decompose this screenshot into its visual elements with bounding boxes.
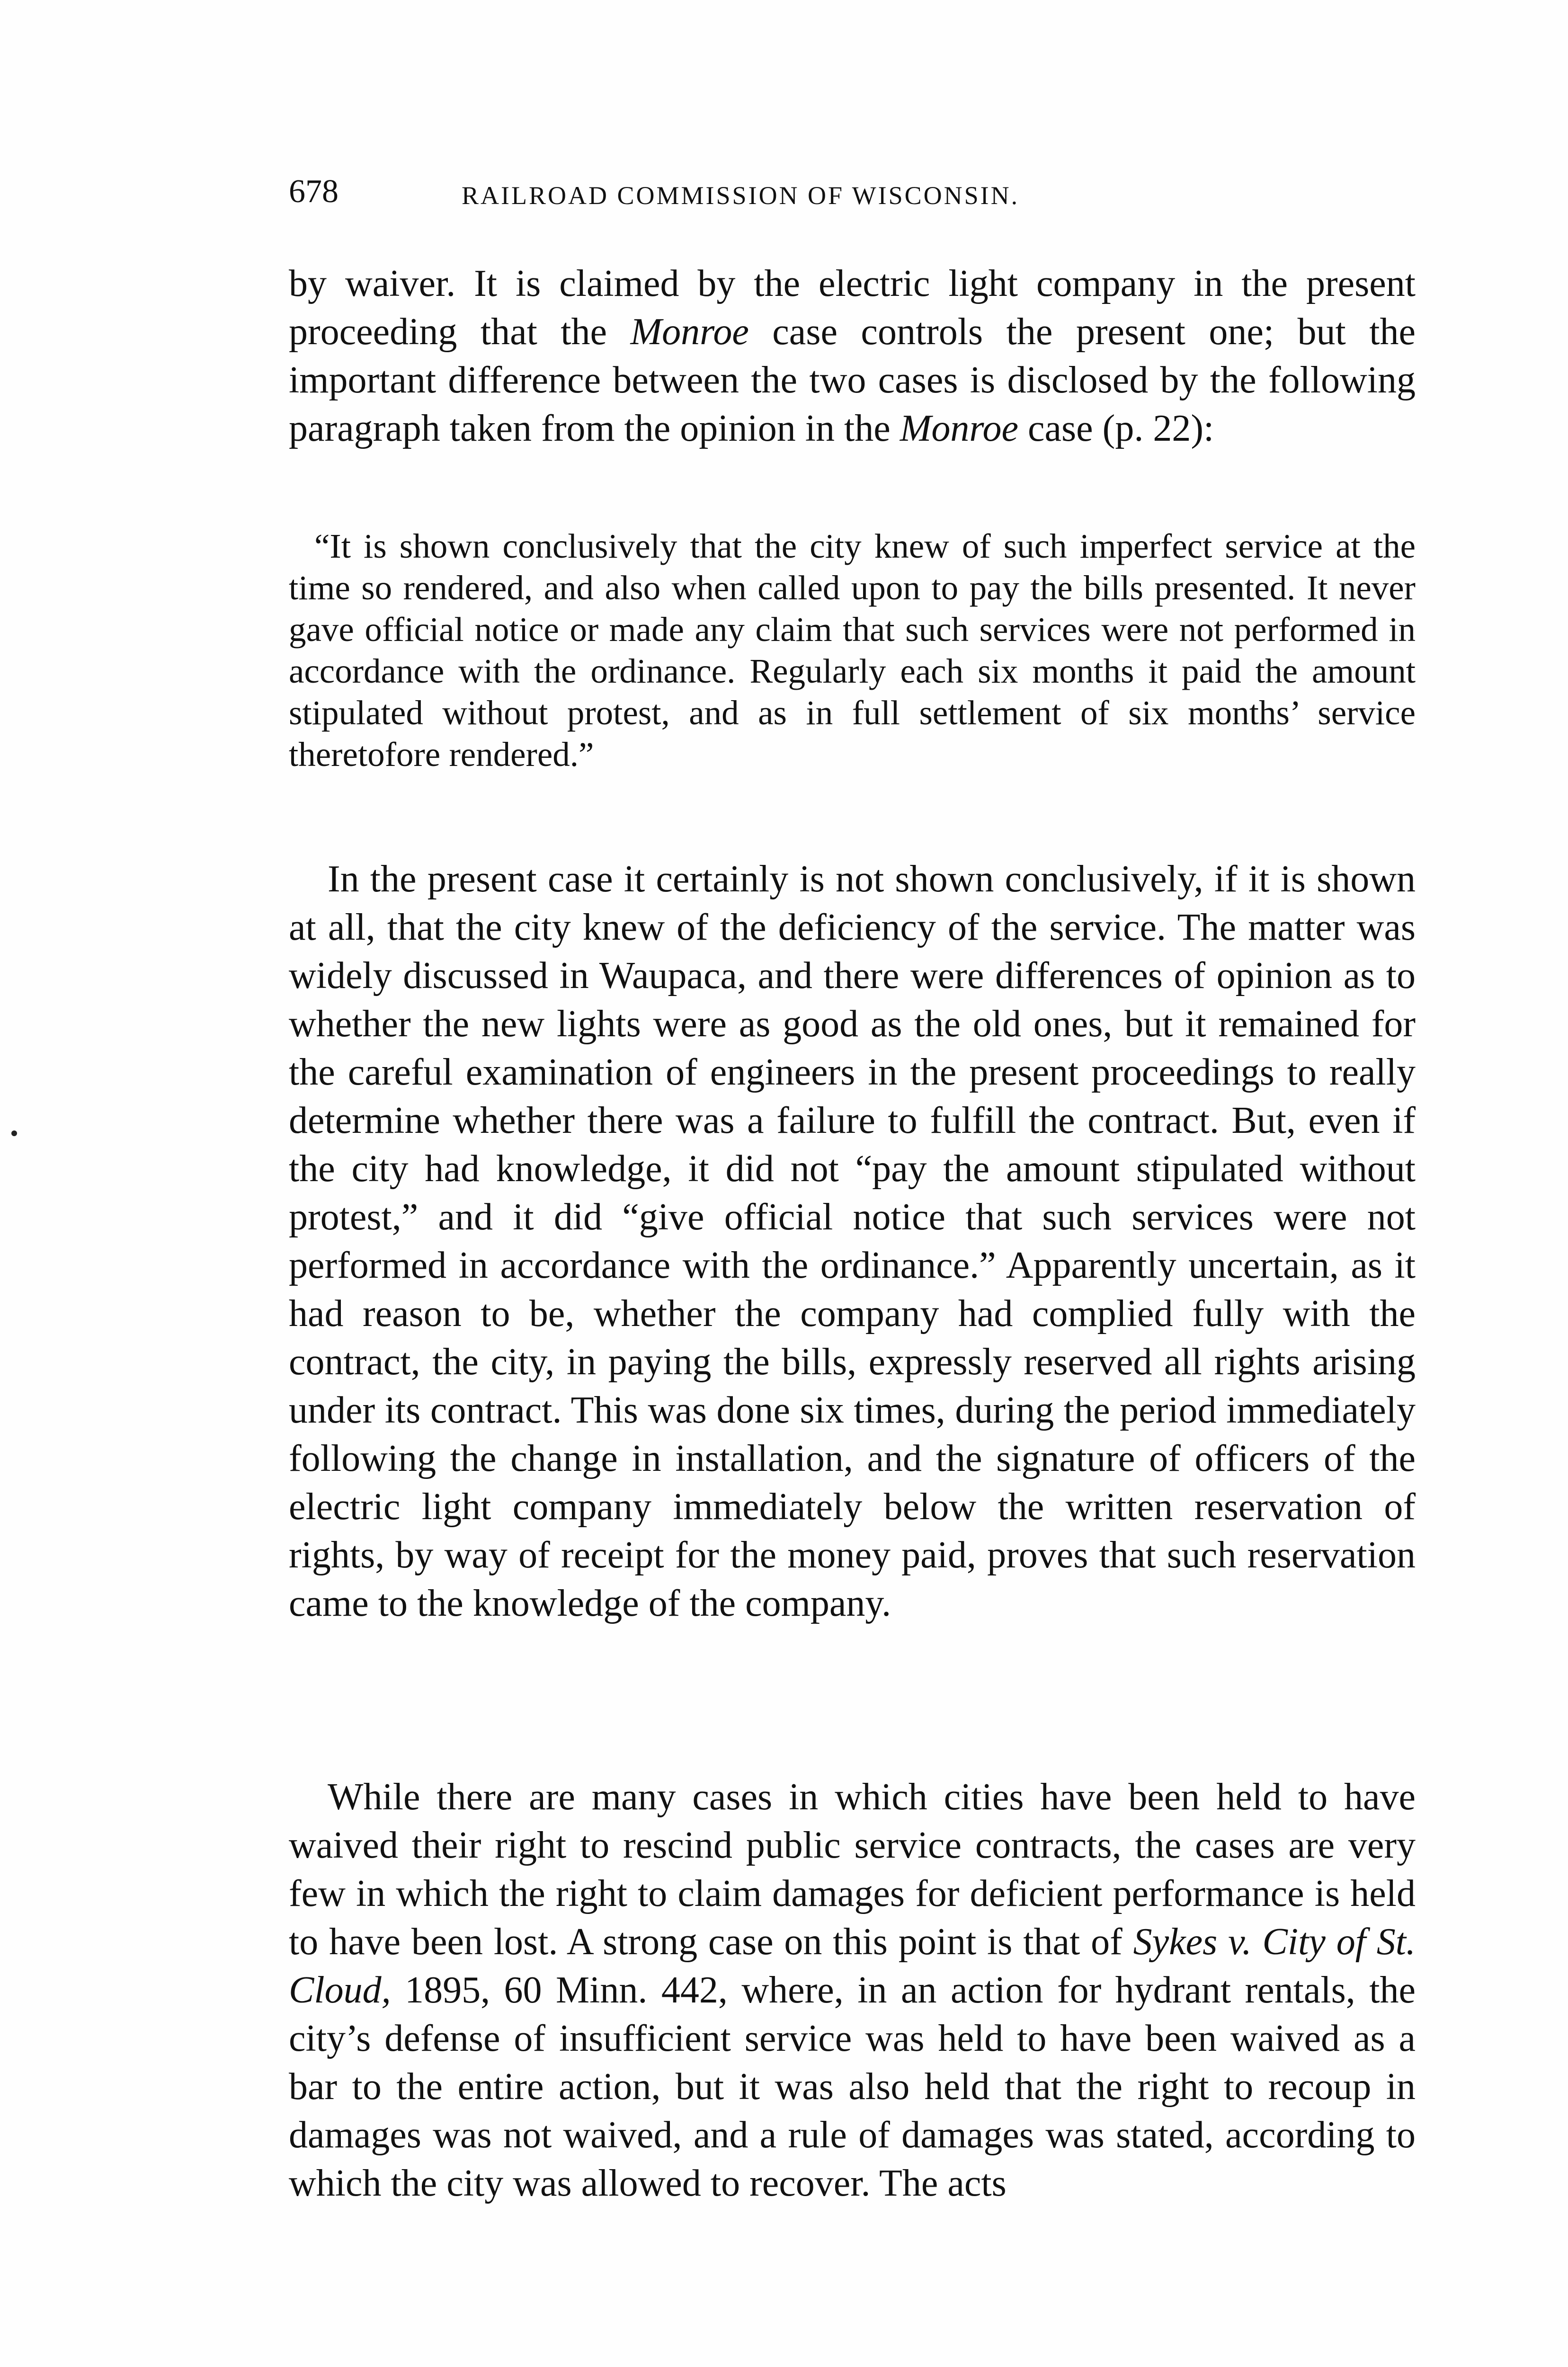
paragraph-1-text bbox=[289, 259, 1416, 453]
quotation-text: “It is shown conclusively that the city knew of such imperfect service at the time so rendered, and also when called upon to pay the bills presented. It never gave official notice or made any claim that such services were not performed in accordance with the ordinance. Regularly each six months it paid the amount stipulated without protest, and as in full settlement of six months’ service theretofore rendered.” bbox=[289, 527, 1416, 774]
paragraph-1 bbox=[289, 259, 1416, 453]
block-quotation bbox=[289, 525, 1416, 775]
paragraph-1-italic-2: Monroe bbox=[900, 408, 1019, 449]
running-head: RAILROAD COMMISSION OF WISCONSIN. bbox=[462, 181, 1020, 210]
paragraph-3-text bbox=[289, 1773, 1416, 2207]
paragraph-3-part-2: 1895, 60 Minn. 442, where, in an action for hydrant rentals, the city’s defense of insufficient service was held to have been waived as a bar to the entire action, but it was also held that the right to recoup in damages was not waived, and a rule of damages was stated, according to which the city was allowed to recover. The acts bbox=[289, 1969, 1416, 2204]
page-number: 678 bbox=[289, 173, 339, 210]
scan-speck bbox=[11, 1130, 17, 1136]
paragraph-2-text: In the present case it certainly is not shown conclusively, if it is shown at all, that the city knew of the deficiency of the service. The matter was widely discussed in Waupaca, and there were differences of opinion as to whether the new lights were as good as the old ones, but it remained for the careful examination of engineers in the present proceedings to really determine whether there was a failure to fulfill the contract. But, even if the city had knowledge, it did not “pay the amount stipulated without protest,” and it did “give official notice that such services were not performed in accordance with the ordinance.” Apparently uncertain, as it had reason to be, whether the company had complied fully with the contract, the city, in paying the bills, expressly reserved all rights arising under its contract. This was done six times, during the period immediately following the change in installation, and the signature of officers of the electric light company immediately below the written reservation of rights, by way of receipt for the money paid, proves that such reservation came to the knowledge of the company. bbox=[289, 858, 1416, 1624]
paragraph-2 bbox=[289, 855, 1416, 1628]
paragraph-1-part-1: by waiver. It is claimed by the electric light company in the present proceeding that the bbox=[289, 263, 1416, 353]
paragraph-1-part-2: case controls the present one; but the important difference between the two cases is disclosed by the following paragraph taken from the opinion in the bbox=[289, 311, 1416, 449]
paragraph-1-part-3: case (p. 22): bbox=[1018, 408, 1214, 449]
page-header bbox=[289, 166, 1416, 218]
paragraph-3-part-1: While there are many cases in which cities have been held to have waived their right to rescind public service contracts, the cases are very few in which the right to claim damages for deficient performance is held to have been lost. A strong case on this point is that of bbox=[289, 1776, 1416, 1963]
paragraph-3-case-citation: Sykes v. City of St. Cloud, bbox=[289, 1921, 1416, 2011]
paragraph-3 bbox=[289, 1773, 1416, 2207]
paragraph-1-italic-1: Monroe bbox=[630, 311, 749, 353]
